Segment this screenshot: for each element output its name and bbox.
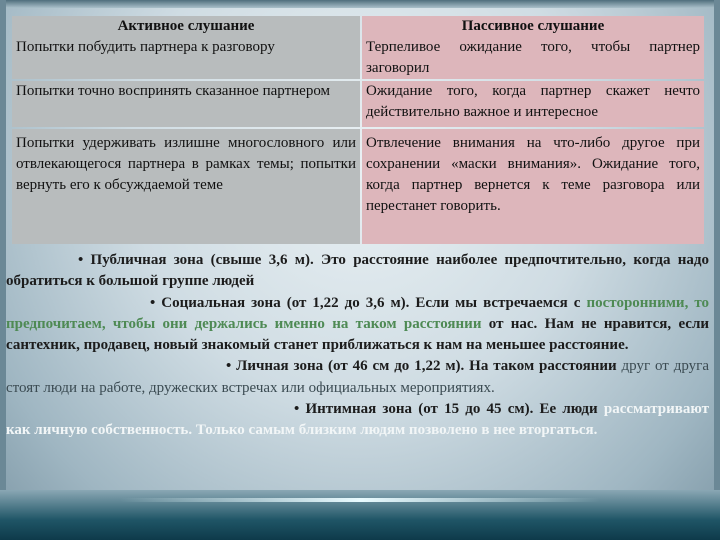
zone-rest-faint: рассматривают как личную собственность. Только самым близким людям позволено в нее вторгаться. — [6, 401, 710, 439]
zone-lead: • Социальная зона (от 1,22 до 3,6 м). Если мы встречаемся с — [150, 294, 581, 311]
table-row — [12, 81, 704, 127]
cell-text: Отвлечение внимания на что-либо другое при сохранении «маски внимания». Ожидание того, когда партнер вернется к теме разговора или перестанет говорить. — [366, 135, 700, 214]
cell-text: Терпеливое ожидание того, чтобы партнер заговорил — [366, 39, 700, 76]
cell-text: Попытки удерживать излишне многословного или отвлекающегося партнера в рамках темы; попытки вернуть его к обсуждаемой теме — [16, 135, 356, 193]
zone-rest: от нас. Нам не нравится, если сантехник, продавец, новый знакомый станет приближаться к нам на меньшее расстояние. — [6, 315, 710, 354]
cell-text: Попытки точно воспринять сказанное партнером — [16, 83, 331, 99]
table-row — [12, 129, 704, 244]
zones-text — [6, 250, 709, 442]
zone-personal — [6, 356, 709, 399]
zone-intimate — [6, 399, 709, 442]
zone-lead: • Интимная зона (от 15 до 45 см). Ее люди — [294, 401, 598, 418]
frame-top — [0, 0, 720, 8]
frame-right — [714, 0, 720, 540]
bottom-decoration — [0, 490, 720, 540]
header-passive-listening: Пассивное слушание — [461, 18, 605, 34]
header-active-listening: Активное слушание — [117, 18, 255, 34]
zone-lead: • Личная зона (от 46 см до 1,22 м). На таком расстоянии — [226, 358, 617, 375]
listening-comparison-table — [10, 14, 706, 246]
table-cell — [12, 81, 360, 127]
glow-line — [120, 498, 600, 502]
table-cell — [362, 16, 704, 79]
cell-text: Попытки побудить партнера к разговору — [16, 39, 275, 55]
zone-lead: • Публичная зона (свыше 3,6 м). Это расстояние наиболее предпочтительно, — [78, 252, 627, 268]
zone-rest: друг от друга стоят люди на работе, дружеских встречах или официальных мероприятиях. — [6, 358, 709, 396]
zone-rest: когда надо обратиться к большой группе людей — [6, 252, 710, 290]
table-cell — [12, 16, 360, 79]
zone-rest-faint: посторонними, то предпочитаем, чтобы они держались именно на таком расстоянии — [6, 294, 709, 332]
table-cell — [12, 129, 360, 244]
cell-text: Ожидание того, когда партнер скажет нечто действительно важное и интересное — [366, 83, 700, 120]
table-cell — [362, 129, 704, 244]
table-cell — [362, 81, 704, 127]
zone-social — [6, 293, 709, 357]
table-row — [12, 16, 704, 79]
zone-public — [6, 250, 709, 293]
